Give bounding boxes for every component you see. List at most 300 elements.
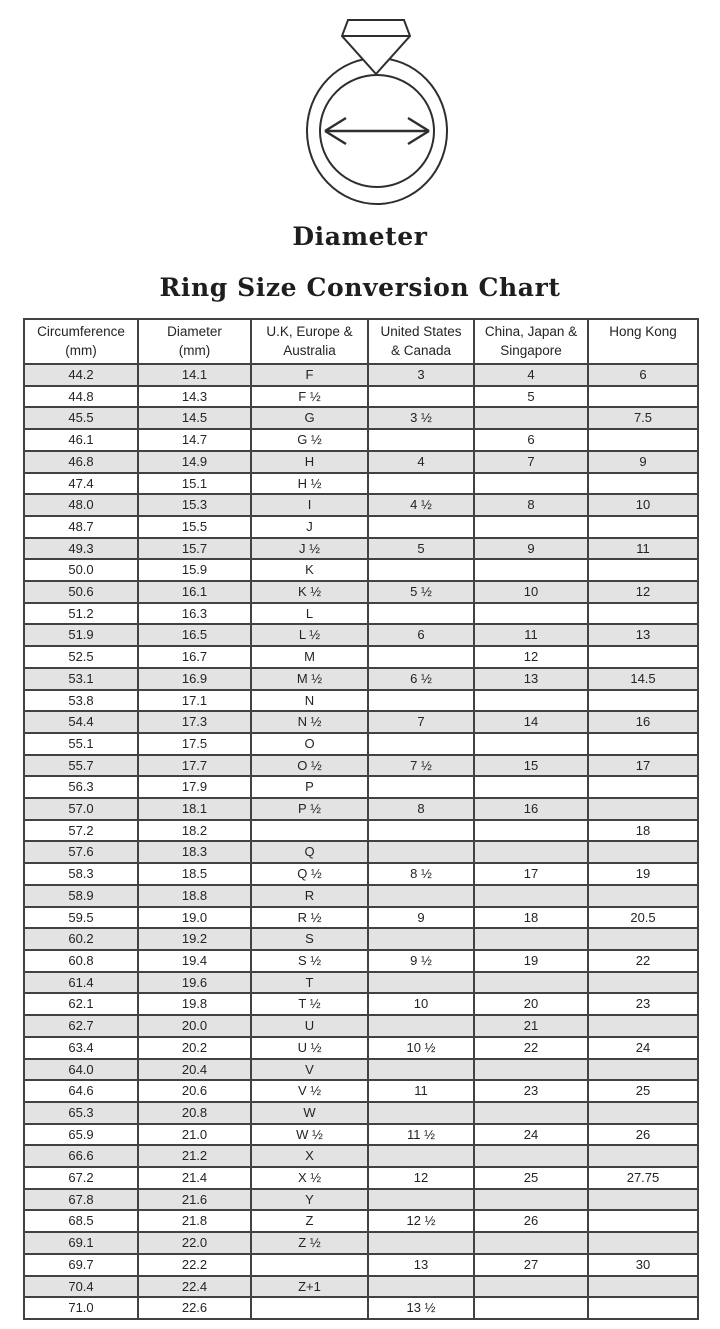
cell: 55.1 [24,733,138,755]
table-row [24,733,698,755]
table-row [24,559,698,581]
cell: 19 [588,863,698,885]
cell: 21.8 [138,1210,251,1232]
cell [588,386,698,408]
cell [474,776,588,798]
cell: 11 [474,624,588,646]
cell: 20.2 [138,1037,251,1059]
table-row [24,407,698,429]
table-row [24,624,698,646]
cell [368,820,474,842]
cell: 13 [588,624,698,646]
cell: 10 [368,993,474,1015]
cell [588,885,698,907]
cell [368,473,474,495]
cell: M [251,646,368,668]
cell: 64.6 [24,1080,138,1102]
table-row [24,798,698,820]
cell: 20.8 [138,1102,251,1124]
cell: Z ½ [251,1232,368,1254]
cell: 18.2 [138,820,251,842]
column-header-us-canada [368,319,474,364]
cell: 21.6 [138,1189,251,1211]
table-row [24,1167,698,1189]
cell: 19.8 [138,993,251,1015]
cell: 12 ½ [368,1210,474,1232]
cell [588,1210,698,1232]
cell: 50.6 [24,581,138,603]
cell: 25 [474,1167,588,1189]
table-row [24,1145,698,1167]
cell: 6 [474,429,588,451]
table-row [24,1189,698,1211]
table-row [24,1210,698,1232]
cell: 17.1 [138,690,251,712]
cell: 44.2 [24,364,138,386]
cell [368,690,474,712]
table-row [24,950,698,972]
cell: 6 [588,364,698,386]
cell: 27 [474,1254,588,1276]
cell: 67.2 [24,1167,138,1189]
cell [474,1232,588,1254]
cell: 45.5 [24,407,138,429]
cell: 10 [474,581,588,603]
cell: 10 [588,494,698,516]
cell [588,1276,698,1298]
cell [368,1145,474,1167]
table-row [24,711,698,733]
cell: 25 [588,1080,698,1102]
cell [474,1189,588,1211]
cell: 20.0 [138,1015,251,1037]
cell: 10 ½ [368,1037,474,1059]
cell: 13 [368,1254,474,1276]
table-row [24,1102,698,1124]
header-line: (mm) [178,343,211,358]
cell: X [251,1145,368,1167]
cell: N ½ [251,711,368,733]
column-header-circumference [24,319,138,364]
cell: 11 [368,1080,474,1102]
cell: P [251,776,368,798]
cell [368,559,474,581]
table-row [24,972,698,994]
cell: 22.4 [138,1276,251,1298]
cell: 3 [368,364,474,386]
cell: 20.5 [588,907,698,929]
cell: 8 [474,494,588,516]
cell: O ½ [251,755,368,777]
cell: 9 [474,538,588,560]
table-row [24,386,698,408]
cell: 14.1 [138,364,251,386]
cell: 44.8 [24,386,138,408]
table-row [24,1232,698,1254]
cell: 71.0 [24,1297,138,1319]
ring-size-table [23,318,699,1320]
cell: 22.6 [138,1297,251,1319]
cell [368,885,474,907]
cell: 17.9 [138,776,251,798]
cell: 26 [474,1210,588,1232]
cell: 23 [588,993,698,1015]
cell: 16.1 [138,581,251,603]
cell: 15 [474,755,588,777]
cell: P ½ [251,798,368,820]
cell: 7.5 [588,407,698,429]
cell: W [251,1102,368,1124]
cell [588,928,698,950]
cell [588,559,698,581]
cell: 5 [368,538,474,560]
cell: S ½ [251,950,368,972]
cell: 4 ½ [368,494,474,516]
cell: 6 [368,624,474,646]
cell: Q ½ [251,863,368,885]
table-row [24,776,698,798]
header-line: China, Japan & [484,324,578,339]
cell [588,1189,698,1211]
cell: 47.4 [24,473,138,495]
cell: 60.2 [24,928,138,950]
cell: K [251,559,368,581]
cell: 48.0 [24,494,138,516]
cell: 14.5 [138,407,251,429]
cell: G ½ [251,429,368,451]
cell: 20 [474,993,588,1015]
cell [588,733,698,755]
cell: 8 ½ [368,863,474,885]
table-body [24,364,698,1319]
table-row [24,690,698,712]
cell: S [251,928,368,950]
cell: 3 ½ [368,407,474,429]
cell: 66.6 [24,1145,138,1167]
cell: 52.5 [24,646,138,668]
cell: H [251,451,368,473]
cell: 15.1 [138,473,251,495]
cell [588,1059,698,1081]
cell [368,646,474,668]
cell: 16.3 [138,603,251,625]
cell: 18 [588,820,698,842]
cell: 13 ½ [368,1297,474,1319]
cell: 57.0 [24,798,138,820]
cell: 9 [368,907,474,929]
cell: Q [251,841,368,863]
cell: Z+1 [251,1276,368,1298]
cell [251,1254,368,1276]
cell: 19 [474,950,588,972]
cell [588,1297,698,1319]
table-row [24,494,698,516]
header-line: Singapore [500,343,562,358]
table-row [24,603,698,625]
table-row [24,538,698,560]
cell: 67.8 [24,1189,138,1211]
table-row [24,1124,698,1146]
cell [588,1145,698,1167]
cell [474,407,588,429]
table-row [24,820,698,842]
table-row [24,646,698,668]
cell: 16.7 [138,646,251,668]
cell [474,820,588,842]
cell: 53.8 [24,690,138,712]
cell: 19.4 [138,950,251,972]
cell: 57.6 [24,841,138,863]
cell: N [251,690,368,712]
cell: 63.4 [24,1037,138,1059]
cell: 17 [474,863,588,885]
cell [474,559,588,581]
cell [588,776,698,798]
table-row [24,863,698,885]
cell: 5 ½ [368,581,474,603]
cell: T [251,972,368,994]
cell [474,1276,588,1298]
cell [368,1232,474,1254]
cell [474,1145,588,1167]
cell [588,603,698,625]
cell [588,1102,698,1124]
cell: I [251,494,368,516]
table-header [24,319,698,364]
cell: 15.9 [138,559,251,581]
cell: 48.7 [24,516,138,538]
table-row [24,1297,698,1319]
cell: 69.7 [24,1254,138,1276]
cell [368,1276,474,1298]
cell [368,1015,474,1037]
cell: 11 [588,538,698,560]
cell: 14 [474,711,588,733]
cell [474,473,588,495]
header-line: & Canada [390,343,452,358]
ring-diameter-icon [0,0,720,215]
cell: F [251,364,368,386]
cell [588,429,698,451]
cell: M ½ [251,668,368,690]
cell: 18 [474,907,588,929]
cell: 19.6 [138,972,251,994]
cell: 17 [588,755,698,777]
cell: 20.6 [138,1080,251,1102]
cell [368,429,474,451]
cell: 70.4 [24,1276,138,1298]
cell: 49.3 [24,538,138,560]
table-row [24,1059,698,1081]
cell: 30 [588,1254,698,1276]
cell: 16 [588,711,698,733]
table-row [24,516,698,538]
cell [474,928,588,950]
cell: 17.5 [138,733,251,755]
cell [474,972,588,994]
cell: 58.9 [24,885,138,907]
cell [474,690,588,712]
table-row [24,907,698,929]
cell: Z [251,1210,368,1232]
cell: G [251,407,368,429]
cell: 18.5 [138,863,251,885]
cell: 61.4 [24,972,138,994]
cell: 58.3 [24,863,138,885]
table-row [24,885,698,907]
cell: 14.9 [138,451,251,473]
header-line: United States [380,324,462,339]
cell: J ½ [251,538,368,560]
table-row [24,993,698,1015]
cell: 7 [368,711,474,733]
cell: 18.1 [138,798,251,820]
table-row [24,841,698,863]
cell [588,690,698,712]
cell [588,972,698,994]
table-row [24,429,698,451]
cell: 53.1 [24,668,138,690]
cell: 9 [588,451,698,473]
cell: L [251,603,368,625]
cell [368,972,474,994]
cell: 14.3 [138,386,251,408]
table-row [24,451,698,473]
cell: Y [251,1189,368,1211]
cell [251,1297,368,1319]
cell: 22.2 [138,1254,251,1276]
cell: R [251,885,368,907]
cell: 18.8 [138,885,251,907]
cell: 56.3 [24,776,138,798]
cell: 27.75 [588,1167,698,1189]
cell: 18.3 [138,841,251,863]
header-line: Circumference [37,324,125,339]
cell: 17.3 [138,711,251,733]
cell: 69.1 [24,1232,138,1254]
cell: 54.4 [24,711,138,733]
cell: 14.5 [588,668,698,690]
table-row [24,1037,698,1059]
cell [588,516,698,538]
cell: 21.0 [138,1124,251,1146]
cell [368,733,474,755]
cell: V [251,1059,368,1081]
cell: 62.1 [24,993,138,1015]
diameter-arrow [325,118,429,144]
cell: 8 [368,798,474,820]
cell: 16 [474,798,588,820]
cell: 59.5 [24,907,138,929]
column-header-china-japan-singapore [474,319,588,364]
cell: 15.3 [138,494,251,516]
cell: 12 [474,646,588,668]
cell [588,841,698,863]
cell [588,646,698,668]
cell: 14.7 [138,429,251,451]
cell: U ½ [251,1037,368,1059]
cell: 46.1 [24,429,138,451]
cell [474,885,588,907]
table-row [24,473,698,495]
column-header-uk-europe-australia [251,319,368,364]
cell [474,516,588,538]
cell [368,386,474,408]
cell [588,1232,698,1254]
cell: 22 [588,950,698,972]
header-line: Australia [283,343,336,358]
table-row [24,668,698,690]
cell [588,1015,698,1037]
cell: F ½ [251,386,368,408]
cell: 22.0 [138,1232,251,1254]
cell: 24 [474,1124,588,1146]
diamond-icon [342,20,410,74]
cell: 51.9 [24,624,138,646]
cell: 12 [588,581,698,603]
cell: H ½ [251,473,368,495]
header-line: (mm) [65,343,97,358]
cell: 21.2 [138,1145,251,1167]
cell [474,1297,588,1319]
cell: 4 [368,451,474,473]
cell: 19.0 [138,907,251,929]
cell: 55.7 [24,755,138,777]
cell: 65.9 [24,1124,138,1146]
cell: T ½ [251,993,368,1015]
table-row [24,755,698,777]
cell: 5 [474,386,588,408]
cell: 50.0 [24,559,138,581]
table-row [24,1276,698,1298]
cell [474,733,588,755]
table-row [24,1080,698,1102]
column-header-hong-kong [588,319,698,364]
cell: 26 [588,1124,698,1146]
cell: 24 [588,1037,698,1059]
cell: 64.0 [24,1059,138,1081]
table-row [24,1015,698,1037]
cell [368,776,474,798]
table-row [24,364,698,386]
cell: 62.7 [24,1015,138,1037]
cell [368,1189,474,1211]
cell: 12 [368,1167,474,1189]
cell: K ½ [251,581,368,603]
page-title: Ring Size Conversion Chart [159,273,561,302]
table-row [24,1254,698,1276]
cell: 23 [474,1080,588,1102]
cell: 15.5 [138,516,251,538]
table-row [24,581,698,603]
column-header-diameter [138,319,251,364]
cell: 6 ½ [368,668,474,690]
cell: 4 [474,364,588,386]
cell: X ½ [251,1167,368,1189]
cell: J [251,516,368,538]
cell [474,841,588,863]
cell: 22 [474,1037,588,1059]
cell: 68.5 [24,1210,138,1232]
cell: 16.9 [138,668,251,690]
header-line: Hong Kong [609,324,677,339]
cell: L ½ [251,624,368,646]
cell [368,928,474,950]
cell [368,1102,474,1124]
cell: 51.2 [24,603,138,625]
cell: 60.8 [24,950,138,972]
cell [368,1059,474,1081]
